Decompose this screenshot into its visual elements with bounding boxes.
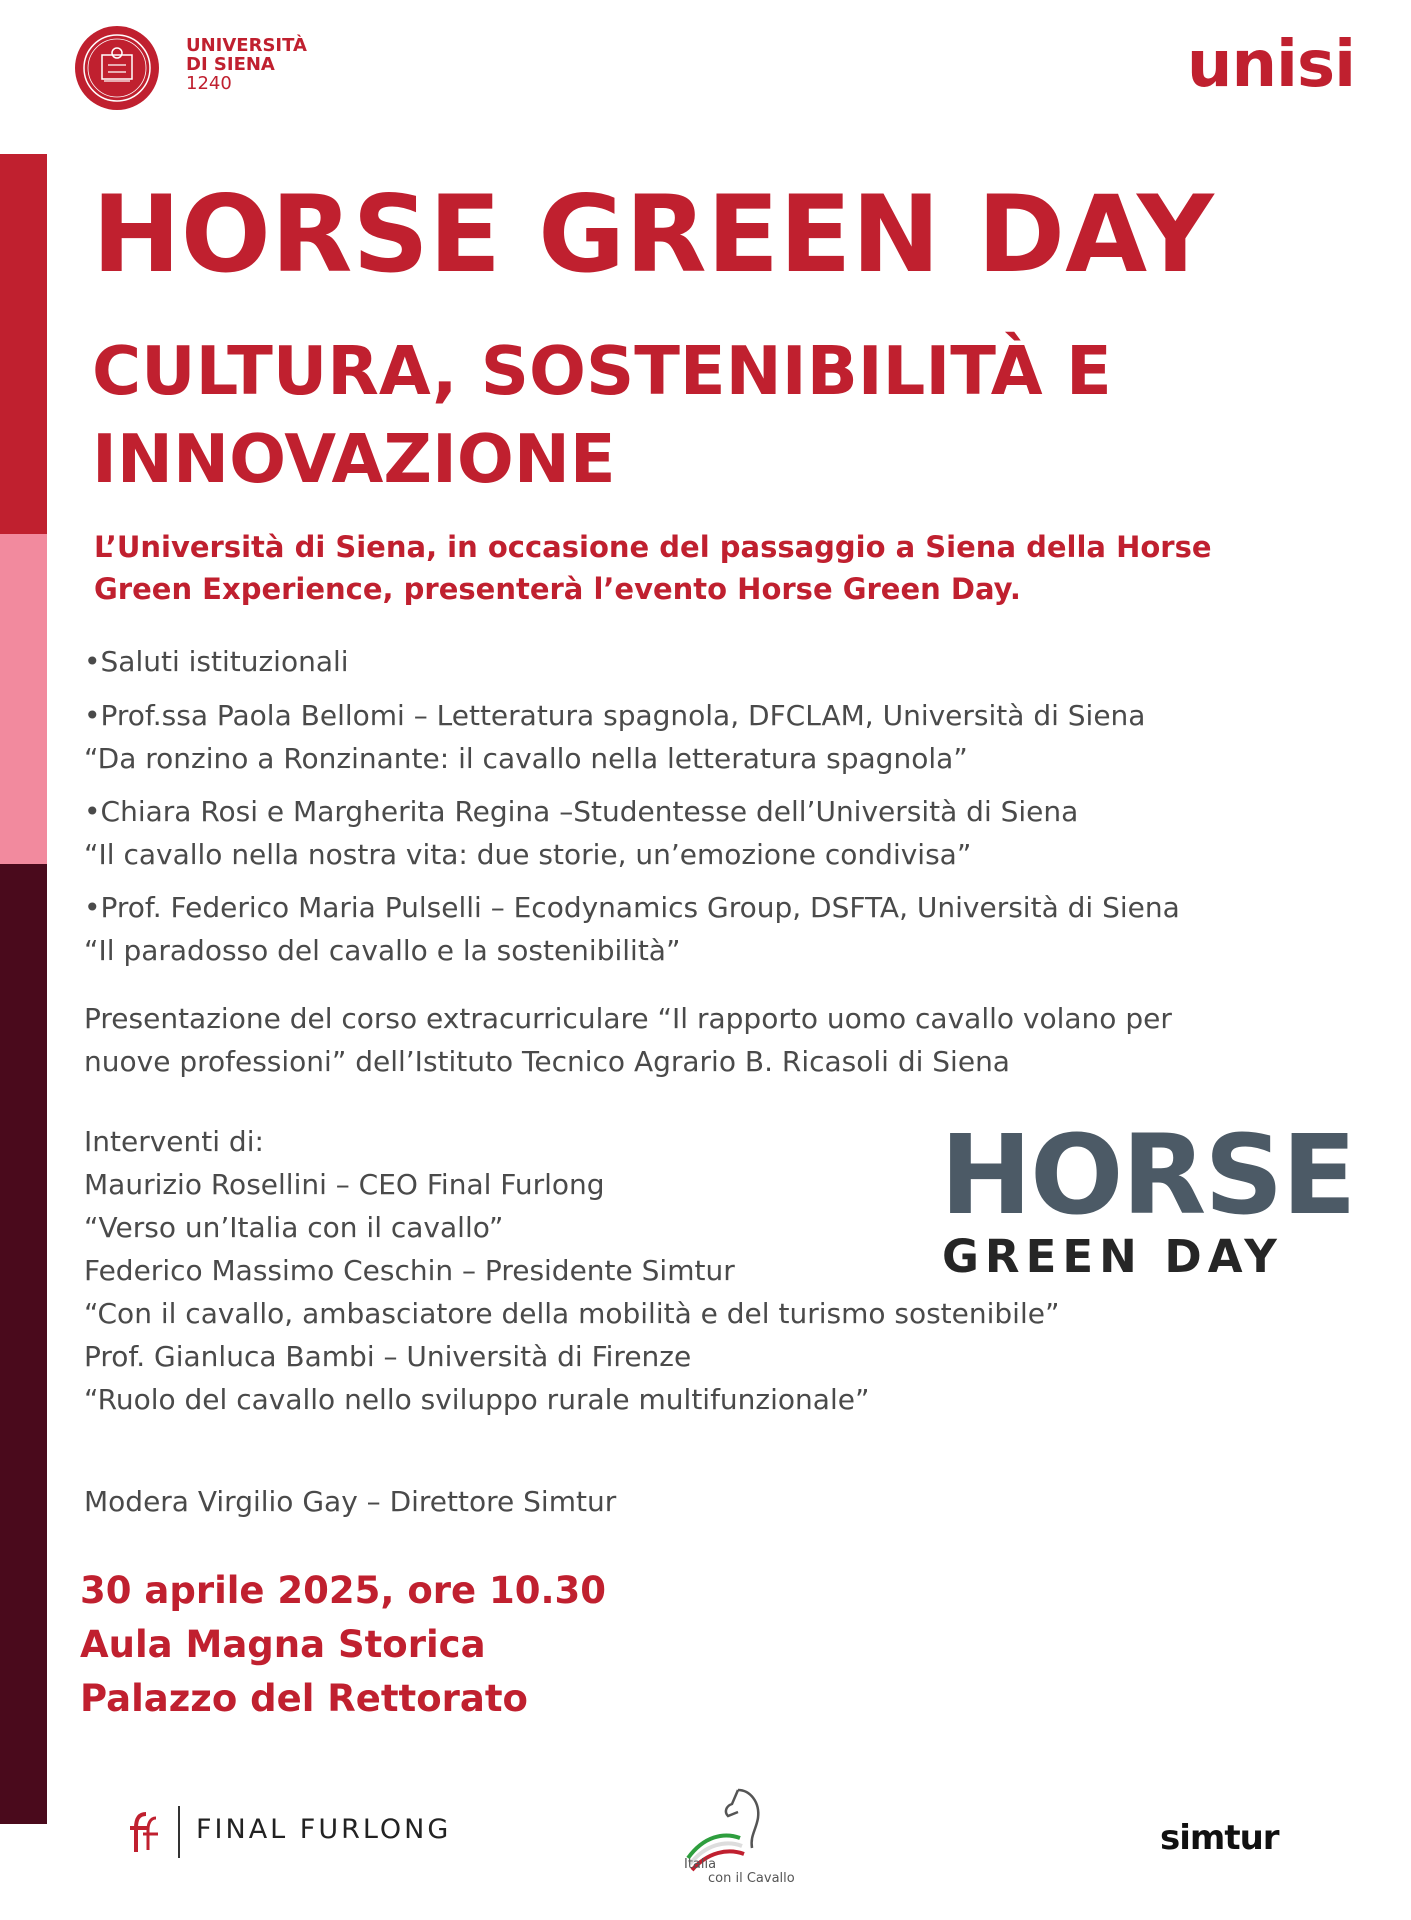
final-furlong-icon (126, 1810, 160, 1856)
speaker-name: Federico Massimo Ceschin – Presidente Simtur (84, 1254, 735, 1287)
program-course-presentation: Presentazione del corso extracurriculare “Il rapporto uomo cavallo volano per nuove professioni” dell’Istituto Tecnico Agrario B. Ricasoli di Siena (84, 1002, 1172, 1078)
speaker-talk: “Ruolo del cavallo nello sviluppo rurale multifunzionale” (84, 1383, 870, 1416)
left-bar-red (0, 154, 47, 534)
program-item-greetings: •Saluti istituzionali (84, 645, 349, 678)
logo-horse-text: HORSE (940, 1111, 1355, 1239)
interventions-heading: Interventi di: (84, 1125, 264, 1158)
footer-divider (178, 1806, 180, 1858)
speaker-name: Prof. Gianluca Bambi – Università di Firenze (84, 1340, 692, 1373)
program-item-students: •Chiara Rosi e Margherita Regina –Studentesse dell’Università di Siena “Il cavallo nella nostra vita: due storie, un’emozione condivisa” (84, 795, 1079, 871)
event-subtitle: CULTURA, SOSTENIBILITÀ E INNOVAZIONE (92, 332, 1112, 498)
program-item-pulselli: •Prof. Federico Maria Pulselli – Ecodynamics Group, DSFTA, Università di Siena “Il paradosso del cavallo e la sostenibilità” (84, 891, 1180, 967)
speaker-name: Maurizio Rosellini – CEO Final Furlong (84, 1168, 605, 1201)
speaker-talk: “Con il cavallo, ambasciatore della mobilità e del turismo sostenibile” (84, 1297, 1060, 1330)
event-date: 30 aprile 2025, ore 10.30 (80, 1569, 607, 1612)
event-title: HORSE GREEN DAY (92, 173, 1214, 296)
unisi-brand: unisi (1186, 28, 1355, 102)
logo-green-day-text: GREEN DAY (942, 1230, 1283, 1283)
university-name: UNIVERSITÀ DI SIENA 1240 (186, 35, 307, 94)
left-bar-pink (0, 534, 47, 864)
moderator: Modera Virgilio Gay – Direttore Simtur (84, 1485, 617, 1518)
interventions-list (84, 1120, 1059, 1421)
speaker-talk: “Verso un’Italia con il cavallo” (84, 1211, 504, 1244)
simtur-logo: simtur (1160, 1818, 1279, 1858)
program-item-bellomi: •Prof.ssa Paola Bellomi – Letteratura spagnola, DFCLAM, Università di Siena “Da ronzino a Ronzinante: il cavallo nella letteratura spagnola” (84, 699, 1146, 775)
event-details (80, 1564, 606, 1726)
italia-con-il-cavallo-logo: Italia con il Cavallo (684, 1857, 795, 1886)
university-seal-icon (74, 25, 160, 111)
final-furlong-logo: FINAL FURLONG (196, 1814, 452, 1845)
intro-text: L’Università di Siena, in occasione del passaggio a Siena della Horse Green Experience, presenterà l’evento Horse Green Day. (94, 530, 1212, 606)
horse-green-day-logo (940, 1111, 1355, 1283)
left-bar-dark (0, 864, 47, 1824)
event-room: Aula Magna Storica (80, 1623, 486, 1666)
event-building: Palazzo del Rettorato (80, 1677, 528, 1720)
